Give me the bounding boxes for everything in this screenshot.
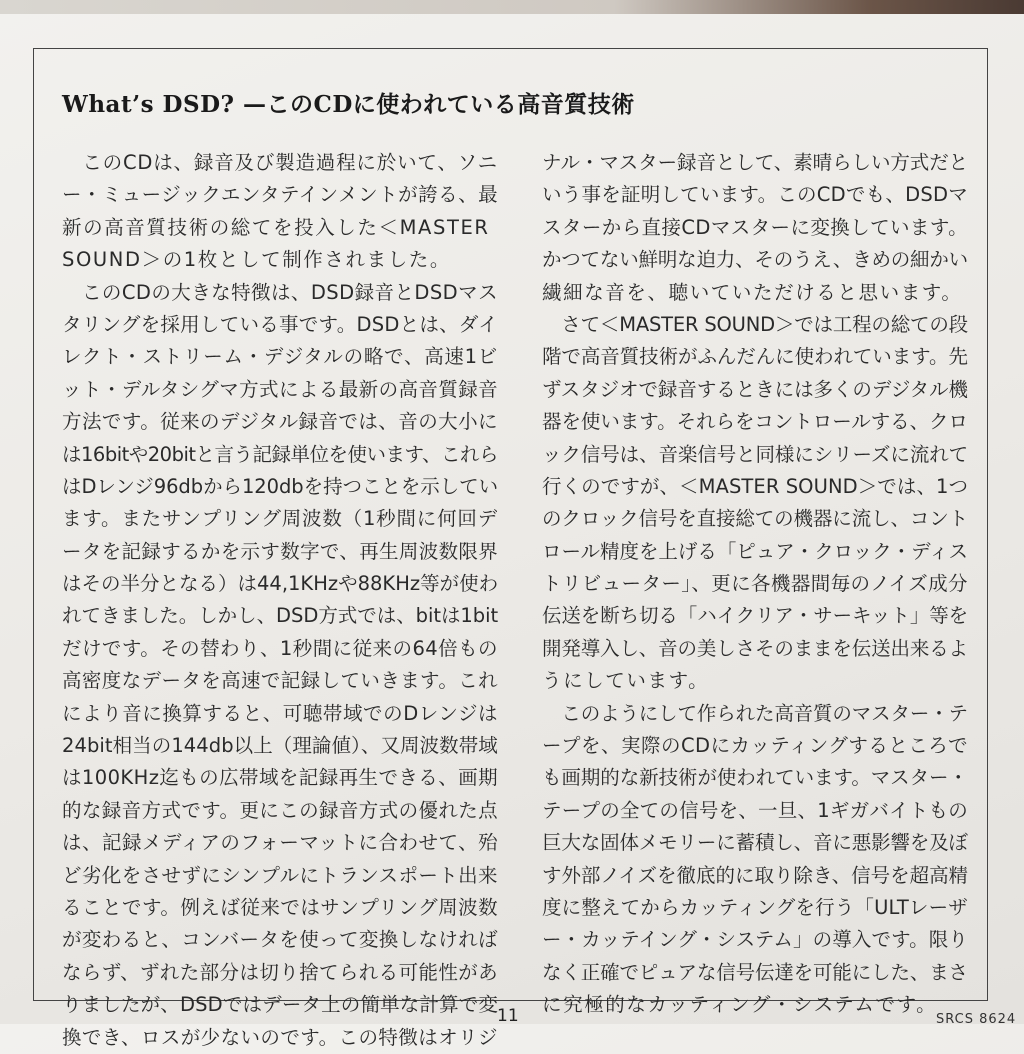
text-line: さて＜MASTER SOUND＞では工程の総ての段 — [542, 312, 968, 336]
text-line: りましたが、DSDではデータ上の簡単な計算で変 — [62, 993, 499, 1017]
text-line: このCDの大きな特徴は、DSD録音とDSDマス — [62, 280, 499, 304]
text-line: テープの全ての信号を、一旦、1ギガバイトもの — [542, 798, 968, 822]
text-line: ー・カッテイング・システム」の導入です。限り — [542, 928, 968, 952]
text-line: タリングを採用している事です。DSDとは、ダイ — [62, 312, 499, 336]
text-line: 24bit相当の144db以上（理論値）、又周波数帯域 — [62, 734, 498, 758]
text-line: だけです。その替わり、1秒間に従来の64倍もの — [62, 636, 499, 660]
text-line: SOUND＞の1枚として制作されました。 — [62, 248, 452, 272]
text-line: 開発導入し、音の美しさそのままを伝送出来るよ — [542, 636, 968, 660]
text-line: ータを記録するかを示す数字で、再生周波数限界 — [62, 539, 499, 563]
text-line: 換でき、ロスが少ないのです。この特徴はオリジ — [62, 1025, 498, 1049]
catalog-number: SRCS 8624 — [936, 1012, 1017, 1027]
text-line: なく正確でピュアな信号伝達を可能にした、まさ — [542, 960, 968, 984]
text-line: スターから直接CDマスターに変換しています。 — [542, 215, 969, 239]
text-line: このようにして作られた高音質のマスター・テ — [542, 701, 968, 725]
text-line: ロール精度を上げる「ピュア・クロック・ディス — [542, 539, 969, 563]
page-number: 11 — [497, 1006, 519, 1026]
text-line: 行くのですが、＜MASTER SOUND＞では、1つ — [542, 474, 969, 498]
page-top-edge — [0, 0, 1024, 14]
text-line: ならず、ずれた部分は切り捨てられる可能性があ — [62, 960, 499, 984]
text-line: も画期的な新技術が使われています。マスター・ — [542, 766, 968, 790]
text-line: が変わると、コンバータを使って変換しなければ — [62, 928, 498, 952]
text-line: ます。またサンプリング周波数（1秒間に何回デ — [62, 507, 499, 531]
text-line: 繊細な音を、聴いていただけると思います。 — [542, 280, 963, 304]
text-line: はDレンジ96dbから120dbを持つことを示してい — [62, 474, 499, 498]
text-line: ずスタジオで録音するときには多くのデジタル機 — [542, 377, 968, 401]
text-line: 的な録音方式です。更にこの録音方式の優れた点 — [62, 798, 499, 822]
text-line: により音に換算すると、可聴帯域でのDレンジは — [62, 701, 499, 725]
text-line: 方法です。従来のデジタル録音では、音の大小に — [62, 410, 498, 434]
text-line: 高密度なデータを高速で記録していきます。これ — [62, 669, 499, 693]
left-column — [62, 147, 502, 1054]
text-line: のクロック信号を直接総ての機器に流し、コント — [542, 507, 968, 531]
text-line: 階で高音質技術がふんだんに使われています。先 — [542, 345, 968, 369]
text-line: ープを、実際のCDにカッティングするところで — [542, 734, 969, 758]
text-line: ック信号は、音楽信号と同様にシリーズに流れて — [542, 442, 969, 466]
text-line: うにしています。 — [542, 669, 710, 693]
text-line: 器を使います。それらをコントロールする、クロ — [542, 410, 968, 434]
text-line: いう事を証明しています。このCDでも、DSDマ — [542, 183, 968, 207]
text-line: れてきました。しかし、DSD方式では、bitは1bit — [62, 604, 499, 628]
text-line: ど劣化をさせずにシンプルにトランスポート出来 — [62, 863, 498, 887]
text-line: は16bitや20bitと言う記録単位を使います、これら — [62, 442, 498, 466]
text-line: ー・ミュージックエンタテインメントが誇る、最 — [62, 183, 499, 207]
text-line: 度に整えてからカッティングを行う「ULTレーザ — [542, 895, 968, 919]
text-line: このCDは、録音及び製造過程に於いて、ソニ — [62, 151, 498, 174]
text-line: レクト・ストリーム・デジタルの略で、高速1ビ — [62, 345, 499, 369]
text-line: 新の高音質技術の総てを投入した＜MASTER — [62, 215, 490, 239]
page-title: What’s DSD? —このCDに使われている高音質技術 — [62, 91, 635, 118]
right-column — [542, 147, 972, 1022]
text-line: ット・デルタシグマ方式による最新の高音質録音 — [62, 377, 499, 401]
text-line: 伝送を断ち切る「ハイクリア・サーキット」等を — [542, 604, 969, 628]
text-line: ることです。例えば従来ではサンプリング周波数 — [62, 895, 499, 919]
text-line: はその半分となる）は44,1KHzや88KHz等が使わ — [62, 572, 499, 596]
text-line: は100KHz迄もの広帯域を記録再生できる、画期 — [62, 766, 498, 790]
text-line: 巨大な固体メモリーに蓄積し、音に悪影響を及ぼ — [542, 831, 968, 855]
text-line: かつてない鮮明な迫力、そのうえ、きめの細かい — [542, 248, 968, 272]
text-line: す外部ノイズを徹底的に取り除き、信号を超高精 — [542, 863, 969, 887]
text-line: に究極的なカッティング・システムです。 — [542, 993, 938, 1017]
text-line: は、記録メディアのフォーマットに合わせて、殆 — [62, 831, 499, 855]
text-line: ナル・マスター録音として、素晴らしい方式だと — [542, 151, 969, 174]
text-line: トリビューター」、更に各機器間毎のノイズ成分 — [542, 572, 968, 596]
